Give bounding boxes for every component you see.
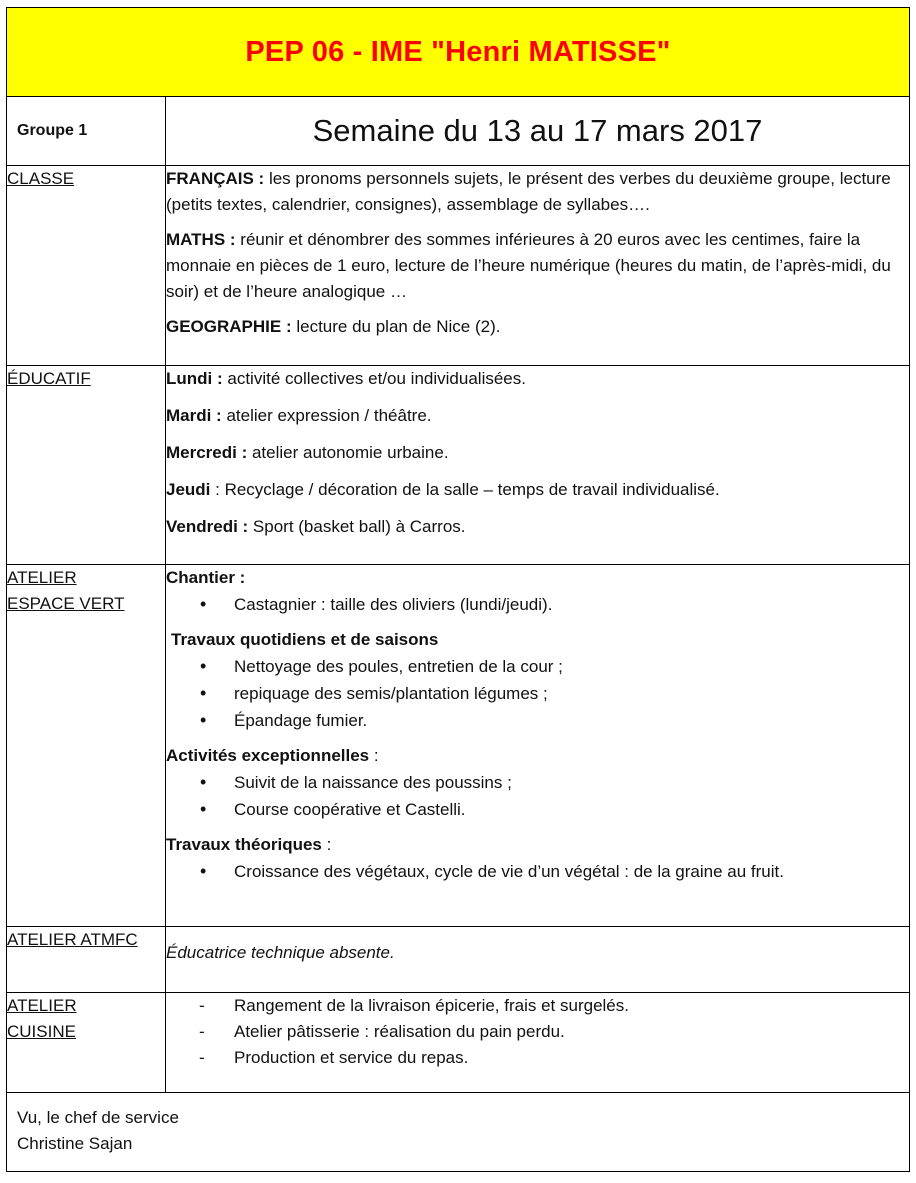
list-item: - Rangement de la livraison épicerie, frais et surgelés.	[166, 993, 909, 1019]
list-item: • repiquage des semis/plantation légumes ;	[166, 680, 909, 707]
label-line: ATELIER	[7, 996, 77, 1015]
cuisine-list	[166, 993, 909, 1071]
day-text: activité collectives et/ou individualisées.	[222, 369, 526, 388]
educatif-label: ÉDUCATIF	[7, 366, 166, 565]
espace-vert-row	[7, 565, 910, 927]
label-line: CUISINE	[7, 1022, 76, 1041]
heading-text: Travaux quotidiens et de saisons	[171, 630, 439, 649]
classe-label: CLASSE	[7, 166, 166, 366]
list-item: - Atelier pâtisserie : réalisation du pain perdu.	[166, 1019, 909, 1045]
theoriques-heading	[166, 832, 909, 858]
day-entry-jeudi	[166, 477, 909, 503]
footer-row	[7, 1093, 910, 1172]
heading-text: Activités exceptionnelles	[166, 746, 370, 765]
geographie-entry	[166, 314, 909, 340]
activites-heading	[166, 743, 909, 769]
day-label: Vendredi :	[166, 517, 249, 536]
day-label: Jeudi	[166, 480, 211, 499]
heading-text: Chantier :	[166, 568, 246, 587]
cuisine-row	[7, 993, 910, 1093]
page-title: PEP 06 - IME "Henri MATISSE"	[245, 35, 671, 68]
subject-label: FRANÇAIS :	[166, 169, 265, 188]
espace-vert-content	[166, 565, 910, 927]
list-item: • Nettoyage des poules, entretien de la cour ;	[166, 653, 909, 680]
signature-block	[7, 1093, 910, 1172]
list-item: • Épandage fumier.	[166, 707, 909, 734]
week-heading: Semaine du 13 au 17 mars 2017	[166, 97, 910, 166]
title-row	[7, 8, 910, 97]
espace-vert-label	[7, 565, 166, 927]
subject-text: lecture du plan de Nice (2).	[291, 317, 501, 336]
educatif-row	[7, 366, 910, 565]
maths-entry	[166, 227, 909, 305]
day-entry-mardi	[166, 403, 909, 429]
chantier-list	[166, 591, 909, 618]
cuisine-content	[166, 993, 910, 1093]
list-item: • Croissance des végétaux, cycle de vie d’un végétal : de la graine au fruit.	[166, 858, 909, 885]
signatory-name: Christine Sajan	[17, 1134, 133, 1153]
subject-label: MATHS :	[166, 230, 236, 249]
title-banner	[7, 8, 910, 97]
travaux-list	[166, 653, 909, 734]
heading-suffix: :	[321, 835, 332, 854]
atmfc-row	[7, 927, 910, 993]
theoriques-list	[166, 858, 909, 885]
heading-text: Travaux théoriques	[166, 835, 322, 854]
classe-content	[166, 166, 910, 366]
list-item: • Course coopérative et Castelli.	[166, 796, 909, 823]
chantier-heading	[166, 565, 909, 591]
week-row	[7, 97, 910, 166]
signature-caption: Vu, le chef de service	[17, 1108, 179, 1127]
day-text: : Recyclage / décoration de la salle – temps de travail individualisé.	[210, 480, 720, 499]
day-label: Mercredi :	[166, 443, 248, 462]
day-entry-vendredi	[166, 514, 909, 540]
atmfc-label: ATELIER ATMFC	[7, 927, 166, 993]
list-item: • Suivit de la naissance des poussins ;	[166, 769, 909, 796]
day-entry-lundi	[166, 366, 909, 392]
day-entry-mercredi	[166, 440, 909, 466]
weekly-schedule-table	[6, 7, 910, 1172]
subject-label: GEOGRAPHIE :	[166, 317, 292, 336]
cuisine-label	[7, 993, 166, 1093]
classe-row	[7, 166, 910, 366]
francais-entry	[166, 166, 909, 218]
day-text: Sport (basket ball) à Carros.	[248, 517, 466, 536]
subject-text: les pronoms personnels sujets, le présent des verbes du deuxième groupe, lecture (petits textes, calendrier, consignes), assemblage de syllabes….	[166, 169, 891, 214]
atmfc-content: Éducatrice technique absente.	[166, 927, 910, 993]
day-label: Lundi :	[166, 369, 223, 388]
group-label: Groupe 1	[7, 97, 166, 166]
day-label: Mardi :	[166, 406, 222, 425]
subject-text: réunir et dénombrer des sommes inférieures à 20 euros avec les centimes, faire la monnaie en pièces de 1 euro, lecture de l’heure numérique (heures du matin, de l’après-midi, du soir) et de l’heure analogique …	[166, 230, 891, 301]
day-text: atelier autonomie urbaine.	[247, 443, 449, 462]
heading-suffix: :	[369, 746, 379, 765]
label-line: ESPACE VERT	[7, 594, 125, 613]
educatif-content	[166, 366, 910, 565]
activites-list	[166, 769, 909, 823]
day-text: atelier expression / théâtre.	[221, 406, 432, 425]
list-item: • Castagnier : taille des oliviers (lundi/jeudi).	[166, 591, 909, 618]
label-line: ATELIER	[7, 568, 77, 587]
travaux-heading	[166, 627, 909, 653]
list-item: - Production et service du repas.	[166, 1045, 909, 1071]
